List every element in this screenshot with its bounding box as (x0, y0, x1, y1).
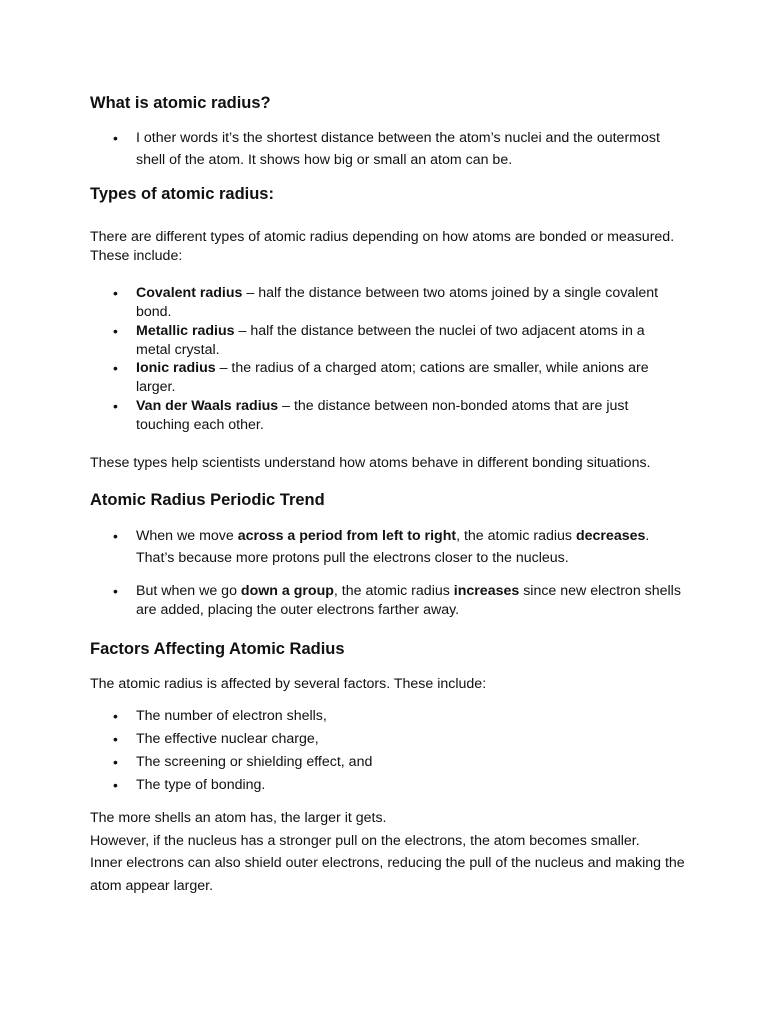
factors-intro-paragraph: The atomic radius is affected by several factors. These include: (90, 676, 487, 692)
list-item-text (136, 582, 681, 620)
list-item-text (136, 359, 681, 397)
term-description: – the distance between non-bonded atoms that are just touching each other. (136, 398, 629, 433)
bullet-icon: • (113, 323, 118, 339)
bullet-icon: • (113, 528, 118, 544)
list-item-text: The effective nuclear charge, (136, 731, 319, 747)
bullet-icon: • (113, 583, 118, 599)
term-ionic-radius: Ionic radius (136, 360, 216, 376)
text-run: . That’s because more protons pull the electrons closer to the nucleus. (136, 528, 650, 566)
emphasis-decreases: decreases (575, 528, 646, 544)
list-item-text (136, 322, 681, 360)
list-item-text: The screening or shielding effect, and (136, 754, 373, 770)
heading-types-of-atomic-radius: Types of atomic radius: (90, 185, 274, 203)
closing-line: The more shells an atom has, the larger it gets. (90, 810, 387, 826)
heading-factors-affecting: Factors Affecting Atomic Radius (90, 640, 345, 658)
bullet-icon: • (113, 754, 118, 770)
text-run: But when we go (136, 583, 241, 599)
term-van-der-waals-radius: Van der Waals radius (136, 398, 279, 414)
definition-text: I other words it’s the shortest distance between the atom’s nuclei and the outermost shell of the atom. It shows how big or small an atom can be. (136, 130, 660, 168)
types-intro-paragraph: There are different types of atomic radius depending on how atoms are bonded or measured. These include: (90, 229, 675, 264)
bullet-icon: • (113, 731, 118, 747)
heading-what-is-atomic-radius: What is atomic radius? (90, 94, 271, 112)
text-run: since new electron shells are added, placing the outer electrons farther away. (136, 583, 681, 618)
bullet-icon: • (113, 285, 118, 301)
emphasis-down-group: down a group (240, 583, 334, 599)
closing-line: Inner electrons can also shield outer electrons, reducing the pull of the nucleus and making the atom appear larger. (90, 855, 685, 894)
term-metallic-radius: Metallic radius (136, 323, 235, 339)
text-run: , the atomic radius (333, 583, 454, 599)
emphasis-increases: increases (453, 583, 520, 599)
list-item-text (136, 397, 681, 435)
list-item-text: The number of electron shells, (136, 708, 327, 724)
list-item-text (136, 284, 681, 322)
term-covalent-radius: Covalent radius (136, 285, 243, 301)
term-description: – half the distance between two atoms joined by a single covalent bond. (136, 285, 659, 320)
types-outro-paragraph: These types help scientists understand how atoms behave in different bonding situations. (90, 455, 651, 471)
text-run: When we move (136, 528, 238, 544)
list-item-text: The type of bonding. (136, 777, 266, 793)
closing-line: However, if the nucleus has a stronger pull on the electrons, the atom becomes smaller. (90, 832, 640, 849)
closing-paragraph (90, 807, 690, 897)
term-description: – half the distance between the nuclei of two adjacent atoms in a metal crystal. (136, 323, 645, 358)
bullet-icon: • (113, 130, 118, 146)
text-run: , the atomic radius (456, 528, 576, 544)
list-item-text (136, 526, 681, 569)
bullet-icon: • (113, 398, 118, 414)
bullet-icon: • (113, 777, 118, 793)
heading-periodic-trend: Atomic Radius Periodic Trend (90, 491, 325, 509)
bullet-icon: • (113, 360, 118, 376)
term-description: – the radius of a charged atom; cations are smaller, while anions are larger. (136, 360, 649, 395)
bullet-icon: • (113, 708, 118, 724)
emphasis-across-period: across a period from left to right (237, 528, 457, 544)
